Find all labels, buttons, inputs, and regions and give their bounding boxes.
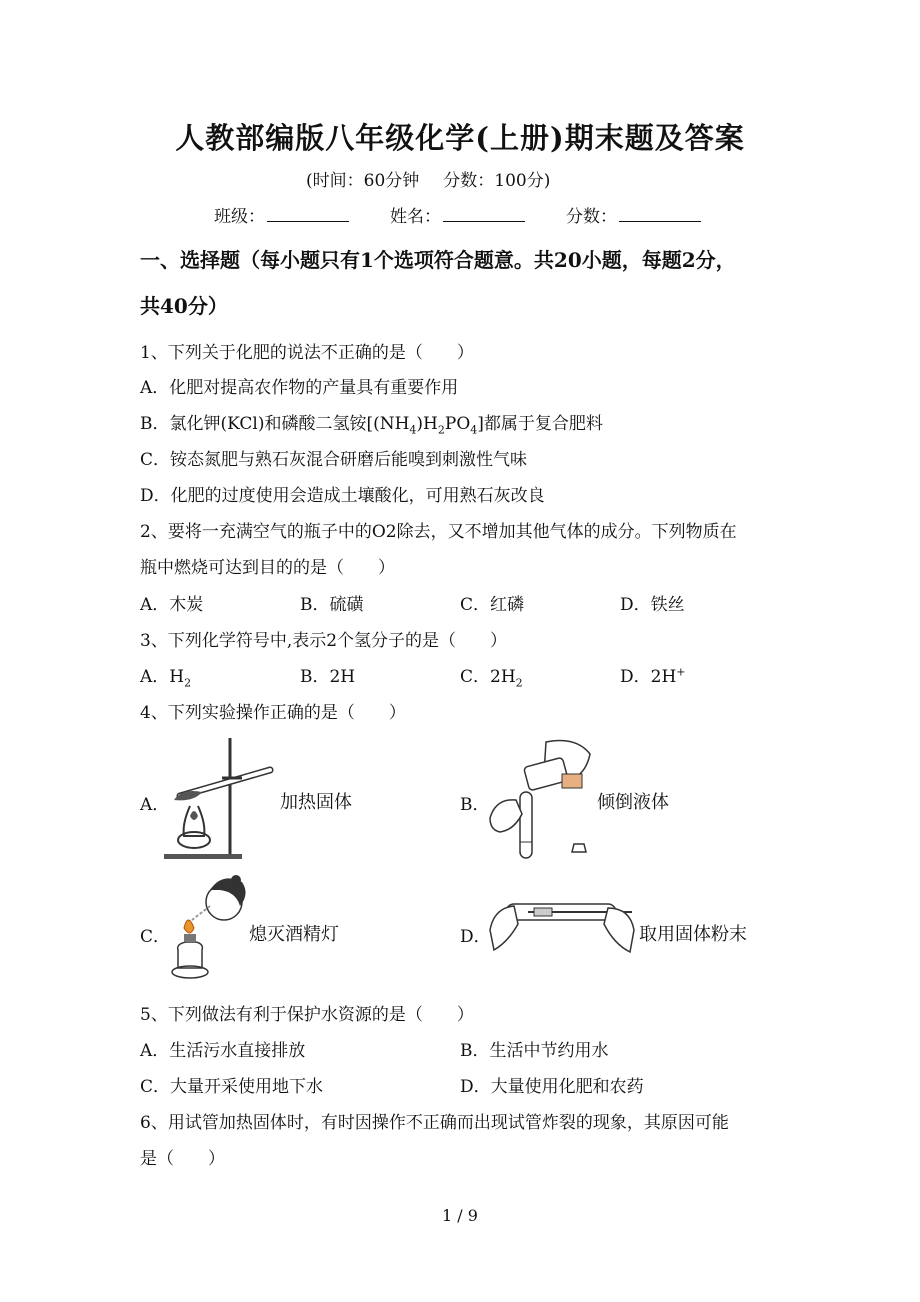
q1-b-sub2: 2 [437,423,445,437]
q3-d-text: D．2H [620,667,677,687]
section-heading-line1: 一、选择题（每小题只有1个选项符合题意。共20小题，每题2分， [140,248,736,272]
page-title: 人教部编版八年级化学(上册)期末题及答案 [175,121,745,155]
q3-c-sub: 2 [515,676,523,690]
exam-score: 分数：100分) [443,171,551,191]
class-label: 班级： [214,207,265,227]
q2-option-a: A．木炭 [140,595,204,615]
q3-option-b: B．2H [300,667,356,687]
score-label: 分数： [566,207,617,227]
q1-option-b [140,409,603,436]
q5-stem: 5、下列做法有利于保护水资源的是（ ） [140,1005,474,1025]
section-heading-line2: 共40分） [140,294,228,318]
q2-option-b: B．硫磺 [300,595,364,615]
q3-option-c [460,662,523,689]
score-blank [619,205,701,222]
q4-option-c-label: C． [140,927,171,947]
q4-option-d-caption: 取用固体粉末 [639,924,747,945]
extinguish-lamp-figure [166,872,250,988]
q2-stem-line1: 2、要将一充满空气的瓶子中的O2除去，又不增加其他气体的成分。下列物质在 [140,522,737,542]
q3-a-text: A．H [140,667,185,687]
q1-option-a: A．化肥对提高农作物的产量具有重要作用 [140,378,459,398]
q6-stem-line1: 6、用试管加热固体时，有时因操作不正确而出现试管炸裂的现象，其原因可能 [140,1113,729,1133]
heating-solid-figure [160,736,280,862]
q3-a-sub: 2 [184,676,192,690]
powder-figure [488,890,636,962]
q1-b-text3: PO [444,414,471,434]
q1-stem: 1、下列关于化肥的说法不正确的是（ ） [140,343,474,363]
q1-option-c: C．铵态氮肥与熟石灰混合研磨后能嗅到刺激性气味 [140,450,528,470]
q1-b-text4: ]都属于复合肥料 [477,414,603,434]
q5-option-a: A．生活污水直接排放 [140,1041,306,1061]
class-blank [267,205,349,222]
q1-b-sub1: 4 [409,423,417,437]
q1-b-text2: )H [416,414,438,434]
q4-stem: 4、下列实验操作正确的是（ ） [140,703,406,723]
q5-option-b: B．生活中节约用水 [460,1041,609,1061]
pouring-liquid-figure [486,734,596,864]
q2-option-c: C．红磷 [460,595,525,615]
q3-option-d [620,662,686,687]
name-label: 姓名： [390,207,441,227]
q6-stem-line2: 是（ ） [140,1149,225,1169]
q5-option-d: D．大量使用化肥和农药 [460,1077,644,1097]
exam-time: (时间：60分钟 [306,171,420,191]
q4-option-c-caption: 熄灭酒精灯 [249,924,339,945]
q1-option-d: D．化肥的过度使用会造成土壤酸化，可用熟石灰改良 [140,486,545,506]
q4-option-d-label: D． [460,927,491,947]
q1-b-text1: B．氯化钾(KCl)和磷酸二氢铵[(NH [140,414,410,434]
q3-option-a [140,662,191,689]
page-number: 1 / 9 [442,1206,478,1225]
name-blank [443,205,525,222]
q3-d-sup: + [676,665,686,679]
score-field [566,202,701,227]
exam-meta [306,166,550,191]
q2-option-d: D．铁丝 [620,595,685,615]
q4-option-b-caption: 倾倒液体 [597,792,669,813]
q3-c-text: C．2H [460,667,516,687]
name-field [390,202,525,227]
q3-stem: 3、下列化学符号中,表示2个氢分子的是（ ） [140,631,508,651]
q1-b-sub3: 4 [470,423,478,437]
class-field [214,202,349,227]
q2-stem-line2: 瓶中燃烧可达到目的的是（ ） [140,558,395,578]
q5-option-c: C．大量开采使用地下水 [140,1077,324,1097]
q4-option-b-label: B． [460,795,490,815]
q4-option-a-label: A． [140,795,170,815]
q4-option-a-caption: 加热固体 [280,792,352,813]
